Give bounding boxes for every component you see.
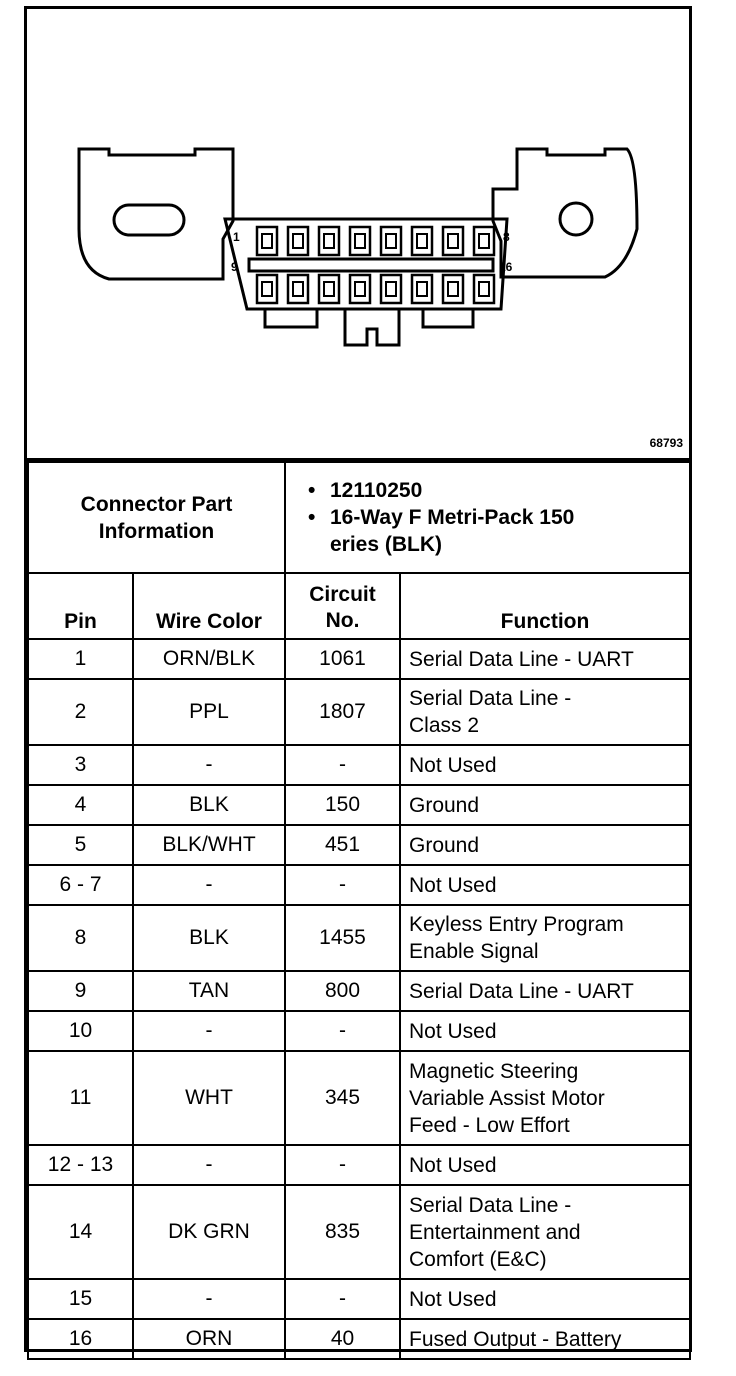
cell-wire-color: BLK/WHT (133, 825, 285, 865)
pin-terminal (262, 234, 272, 248)
cell-wire-color: TAN (133, 971, 285, 1011)
cell-function-line: Ground (409, 833, 480, 857)
cell-function-line: Serial Data Line - UART (409, 979, 634, 1003)
pin-label-9: 9 (231, 260, 238, 274)
table-row (28, 825, 690, 865)
pin-terminal (324, 282, 334, 296)
cell-wire-color: - (133, 1279, 285, 1319)
cell-wire-color: PPL (133, 679, 285, 745)
table-row (28, 971, 690, 1011)
pin-cavity-top (474, 227, 494, 255)
cell-pin: 9 (28, 971, 133, 1011)
pin-cavity-top (350, 227, 370, 255)
col-header-circuit-line: Circuit (309, 583, 376, 606)
table-row (28, 679, 690, 745)
cell-wire-color: - (133, 865, 285, 905)
pin-terminal (293, 234, 303, 248)
cell-function (400, 745, 690, 785)
cell-function-line: Magnetic Steering (409, 1059, 579, 1083)
bottom-tab-left (265, 309, 317, 327)
pin-cavity-bottom (257, 275, 277, 303)
cell-circuit: - (285, 1279, 400, 1319)
table-row (28, 865, 690, 905)
connector-info-label (28, 462, 285, 573)
cell-circuit: 800 (285, 971, 400, 1011)
cell-wire-color: - (133, 1145, 285, 1185)
table-row (28, 1011, 690, 1051)
cell-wire-color: WHT (133, 1051, 285, 1145)
pin-cavity-bottom (350, 275, 370, 303)
cell-function-line: Ground (409, 793, 480, 817)
cell-function-line: Not Used (409, 1019, 497, 1043)
cell-function (400, 1011, 690, 1051)
cell-function (400, 1185, 690, 1279)
figure-id-label: 68793 (649, 436, 683, 450)
left-mount-slot (114, 205, 184, 235)
cell-function (400, 1279, 690, 1319)
cell-function-line: Serial Data Line - (409, 687, 572, 710)
cell-function (400, 825, 690, 865)
connector-description-cont: eries (BLK) (330, 533, 443, 556)
pin-row-top (257, 227, 494, 255)
cell-wire-color: BLK (133, 905, 285, 971)
cell-function (400, 1051, 690, 1145)
cell-circuit: 150 (285, 785, 400, 825)
cell-function-line: Entertainment and (409, 1220, 581, 1244)
document-frame (24, 6, 692, 1352)
cell-circuit: 835 (285, 1185, 400, 1279)
pin-cavity-bottom (412, 275, 432, 303)
column-header-row (28, 573, 690, 639)
cell-function-line: Class 2 (409, 714, 480, 737)
pinout-rows (28, 639, 690, 1359)
table-row (28, 639, 690, 679)
pin-cavity-top (412, 227, 432, 255)
pin-label-1: 1 (233, 230, 240, 244)
cell-function (400, 639, 690, 679)
cell-pin: 10 (28, 1011, 133, 1051)
cell-circuit: 1061 (285, 639, 400, 679)
cell-function-line: Feed - Low Effort (409, 1113, 570, 1137)
cell-circuit: - (285, 1011, 400, 1051)
table-row (28, 785, 690, 825)
cell-wire-color: ORN (133, 1319, 285, 1359)
col-header-pin: Pin (28, 573, 133, 639)
cell-function-line: Enable Signal (409, 940, 539, 963)
cell-pin: 2 (28, 679, 133, 745)
pin-cavity-bottom (288, 275, 308, 303)
pin-label-8: 8 (503, 230, 510, 244)
table-row (28, 1051, 690, 1145)
connector-part-number: • 12110250 (292, 477, 683, 504)
pin-cavity-bottom (443, 275, 463, 303)
cell-pin: 15 (28, 1279, 133, 1319)
pin-terminal (324, 234, 334, 248)
pin-cavity-top (257, 227, 277, 255)
cell-function-line: Not Used (409, 873, 497, 897)
cell-circuit: - (285, 1145, 400, 1185)
connector-description: • 16-Way F Metri-Pack 150 (292, 504, 683, 531)
cell-function-line: Serial Data Line - (409, 1193, 572, 1217)
pin-cavity-top (443, 227, 463, 255)
cell-function (400, 1319, 690, 1359)
connector-info-row (28, 462, 690, 573)
cell-function (400, 679, 690, 745)
pin-terminal (386, 282, 396, 296)
pin-cavity-top (319, 227, 339, 255)
table-row (28, 1279, 690, 1319)
pin-cavity-bottom (474, 275, 494, 303)
pin-terminal (417, 234, 427, 248)
col-header-wire-color: Wire Color (133, 573, 285, 639)
cell-function-line: Not Used (409, 1153, 497, 1177)
left-mount-ear (79, 149, 233, 279)
pin-terminal (262, 282, 272, 296)
cell-circuit: 1807 (285, 679, 400, 745)
cell-function-line: Not Used (409, 753, 497, 777)
table-row (28, 745, 690, 785)
pin-terminal (448, 282, 458, 296)
col-header-circuit (285, 573, 400, 639)
cell-function (400, 971, 690, 1011)
right-mount-hole (560, 203, 592, 235)
cell-circuit: 1455 (285, 905, 400, 971)
pin-terminal (479, 234, 489, 248)
pin-cavity-bottom (319, 275, 339, 303)
table-row (28, 905, 690, 971)
cell-pin: 3 (28, 745, 133, 785)
cell-pin: 1 (28, 639, 133, 679)
pin-row-bottom (257, 275, 494, 303)
bottom-tab-right (423, 309, 473, 327)
col-header-circuit-line: No. (325, 609, 360, 632)
cell-function-line: Not Used (409, 1287, 497, 1311)
right-mount-ear (493, 149, 637, 277)
connector-info-values (285, 462, 690, 573)
cell-wire-color: BLK (133, 785, 285, 825)
connector-diagram (27, 9, 689, 458)
pin-cavity-top (288, 227, 308, 255)
pin-terminal (479, 282, 489, 296)
connector-info-label-line: Connector Part (80, 492, 233, 516)
bottom-key-tab (345, 309, 399, 345)
cell-wire-color: DK GRN (133, 1185, 285, 1279)
cell-wire-color: - (133, 1011, 285, 1051)
pin-terminal (355, 234, 365, 248)
cell-pin: 14 (28, 1185, 133, 1279)
pin-terminal (448, 234, 458, 248)
cell-function-line: Comfort (E&C) (409, 1247, 547, 1271)
cell-function (400, 905, 690, 971)
center-divider (249, 259, 493, 271)
pin-label-16: 16 (499, 260, 513, 274)
cell-wire-color: ORN/BLK (133, 639, 285, 679)
pin-terminal (386, 234, 396, 248)
table-row (28, 1319, 690, 1359)
cell-pin: 4 (28, 785, 133, 825)
pinout-table (27, 461, 691, 1360)
table-row (28, 1145, 690, 1185)
cell-circuit: - (285, 745, 400, 785)
cell-pin: 8 (28, 905, 133, 971)
cell-pin: 16 (28, 1319, 133, 1359)
cell-circuit: 345 (285, 1051, 400, 1145)
pin-terminal (293, 282, 303, 296)
cell-function-line: Fused Output - Battery (409, 1327, 622, 1351)
col-header-function: Function (400, 573, 690, 639)
cell-function (400, 1145, 690, 1185)
table-row (28, 1185, 690, 1279)
pin-terminal (417, 282, 427, 296)
cell-pin: 6 - 7 (28, 865, 133, 905)
pin-terminal (355, 282, 365, 296)
cell-pin: 5 (28, 825, 133, 865)
cell-function-line: Keyless Entry Program (409, 913, 624, 936)
cell-circuit: 451 (285, 825, 400, 865)
connector-figure (27, 9, 689, 461)
cell-pin: 11 (28, 1051, 133, 1145)
pin-cavity-top (381, 227, 401, 255)
cell-function (400, 865, 690, 905)
cell-function (400, 785, 690, 825)
cell-function-line: Serial Data Line - UART (409, 647, 634, 671)
cell-pin: 12 - 13 (28, 1145, 133, 1185)
pin-cavity-bottom (381, 275, 401, 303)
cell-circuit: - (285, 865, 400, 905)
cell-circuit: 40 (285, 1319, 400, 1359)
connector-info-label-line: Information (98, 519, 215, 543)
cell-function-line: Variable Assist Motor (409, 1086, 605, 1110)
cell-wire-color: - (133, 745, 285, 785)
